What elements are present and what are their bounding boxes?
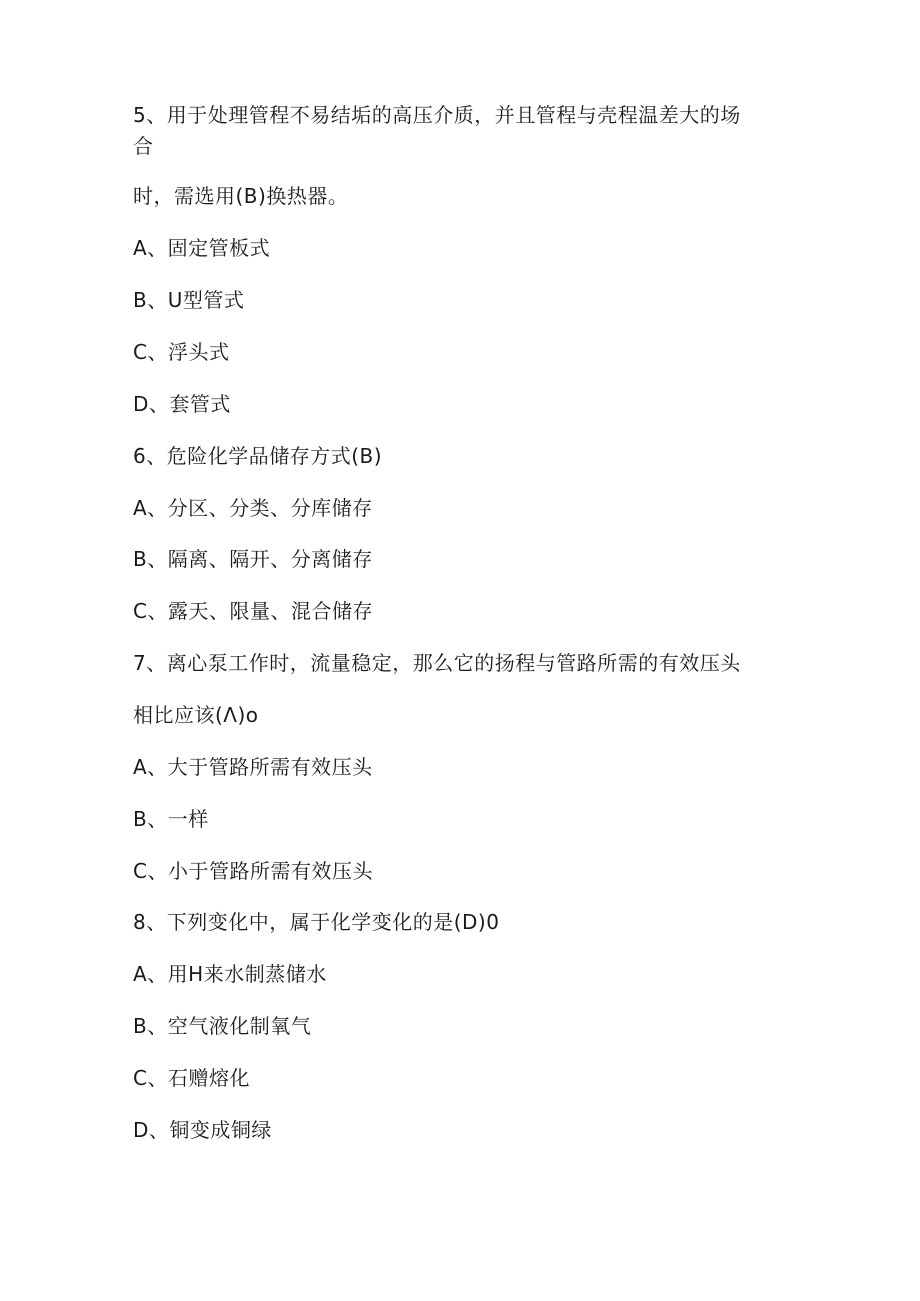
question-5-stem-cont: 时，需选用(B)换热器。 — [133, 184, 349, 208]
question-8-option-d: D、铜变成铜绿 — [133, 1118, 272, 1142]
question-6-option-c: C、露天、限量、混合储存 — [133, 599, 373, 623]
question-7-stem-cont: 相比应该(Λ)o — [133, 703, 259, 727]
question-7-option-c: C、小于管路所需有效压头 — [133, 859, 373, 883]
question-5-option-b: B、U型管式 — [133, 288, 245, 312]
question-8-option-c: C、石赠熔化 — [133, 1066, 250, 1090]
question-5-option-c: C、浮头式 — [133, 340, 230, 364]
question-6-stem: 6、危险化学品储存方式(B) — [133, 444, 383, 468]
question-7-stem: 7、离心泵工作时，流量稳定，那么它的扬程与管路所需的有效压头 — [133, 651, 741, 675]
question-7-option-b: B、一样 — [133, 807, 209, 831]
question-7-option-a: A、大于管路所需有效压头 — [133, 755, 373, 779]
question-5-option-d: D、套管式 — [133, 392, 231, 416]
question-8-option-a: A、用H来水制蒸储水 — [133, 962, 327, 986]
question-8-option-b: B、空气液化制氧气 — [133, 1014, 312, 1038]
question-6-option-b: B、隔离、隔开、分离储存 — [133, 547, 373, 571]
question-5-stem: 5、用于处理管程不易结垢的高压介质，并且管程与壳程温差大的场 — [133, 103, 741, 127]
question-8-stem: 8、下列变化中，属于化学变化的是(D)0 — [133, 910, 500, 934]
question-6-option-a: A、分区、分类、分库储存 — [133, 496, 373, 520]
question-5-option-a: A、固定管板式 — [133, 236, 271, 260]
question-5-stem-wrap: 合 — [133, 134, 154, 158]
